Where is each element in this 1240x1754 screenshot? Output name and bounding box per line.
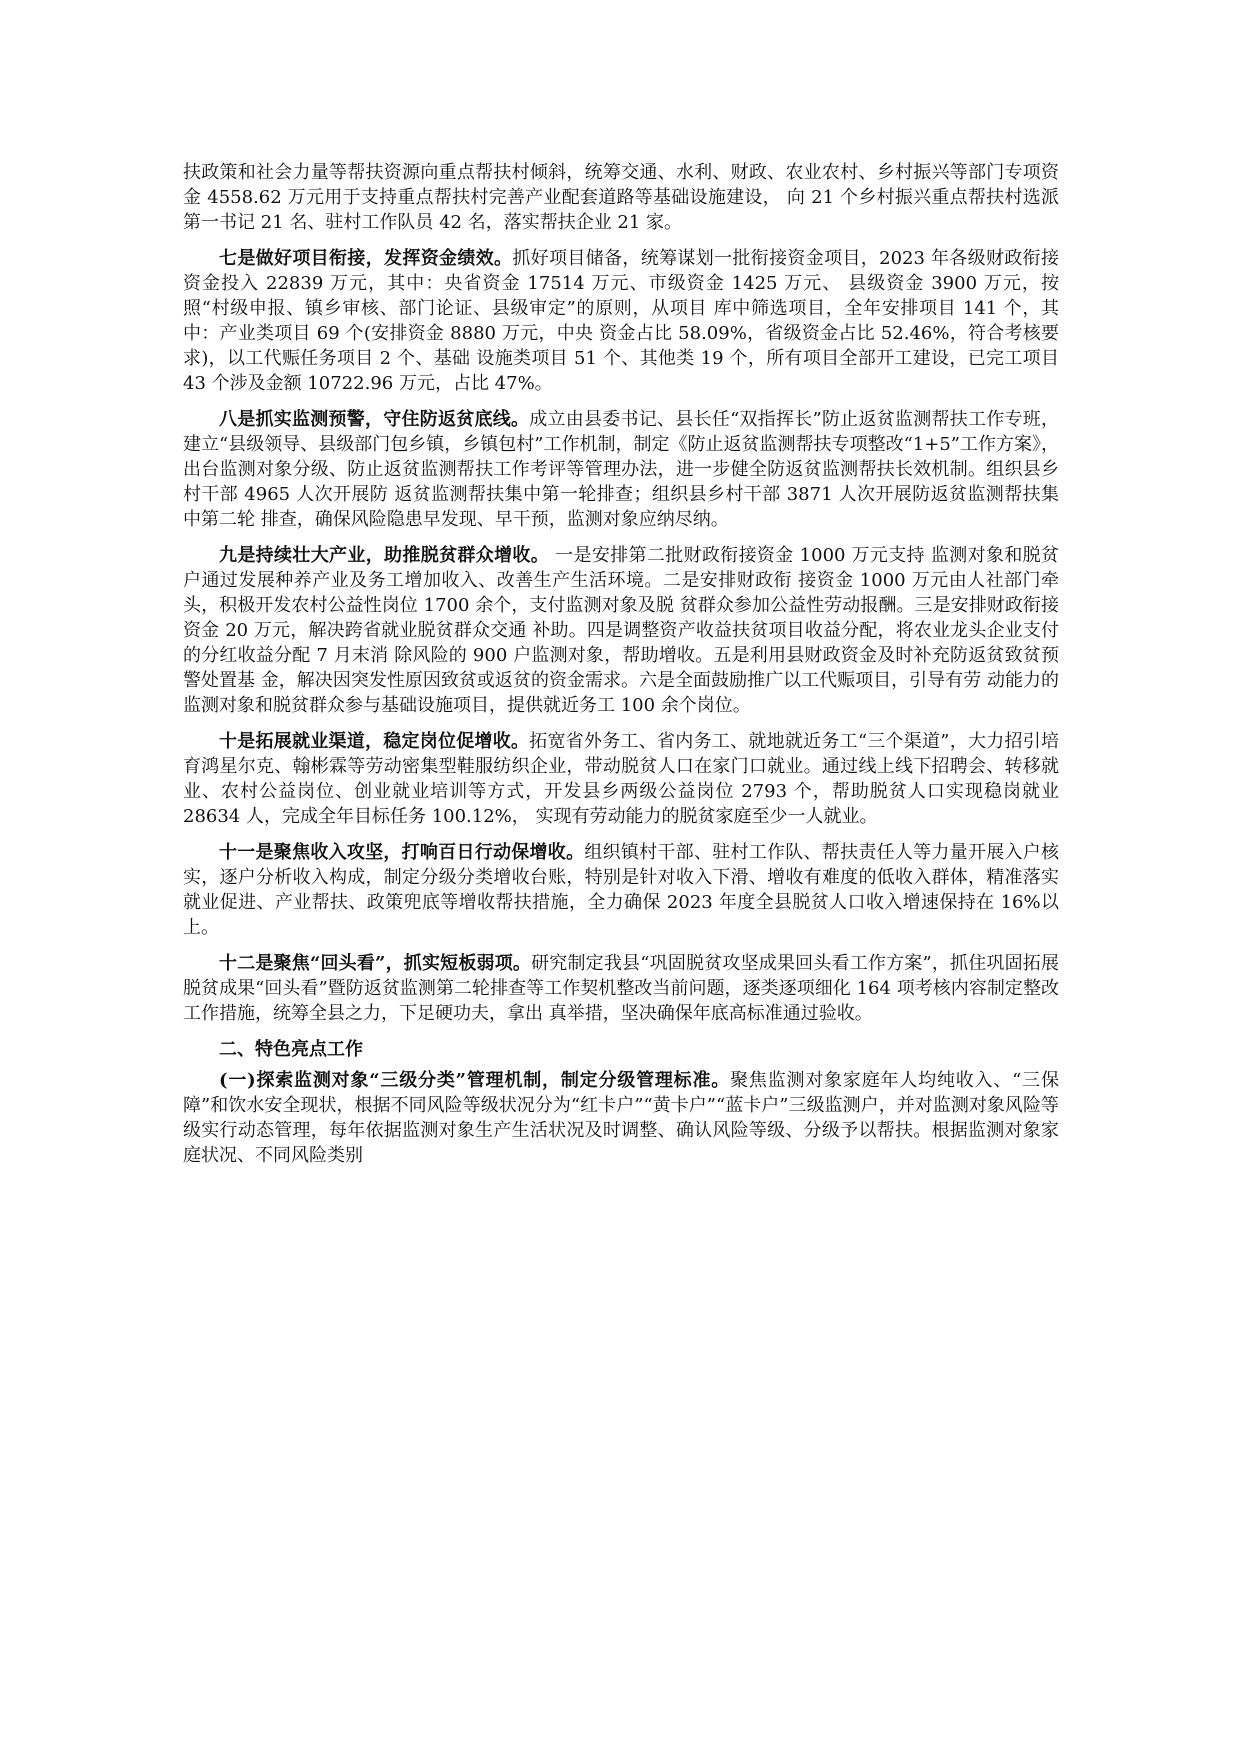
paragraph-lead: (一)探索监测对象“三级分类”管理机制，制定分级管理标准。 bbox=[219, 1070, 731, 1091]
paragraph-lead: 七是做好项目衔接，发挥资金绩效。 bbox=[219, 248, 513, 269]
paragraph-body: 成立由县委书记、县长任“双指挥长”防止返贫监测帮扶工作专班，建立“县级领导、县级部门包乡镇，乡镇包村”工作机制，制定《防止返贫监测帮扶专项整改“1+5”工作方案》，出台监测对象分级、防止返贫监测帮扶工作考评等管理办法，进一步健全防返贫监测帮扶长效机制。组织县乡村干部 4965 人次开展防 返贫监测帮扶集中第一轮排查；组织县乡村干部 3871 人次开展防返贫监测帮扶集中第二轮 排查，确保风险隐患早发现、早干预，监测对象应纳尽纳。 bbox=[183, 409, 1060, 530]
paragraph-continuation bbox=[183, 160, 1059, 235]
paragraph-body: 一是安排第二批财政衔接资金 1000 万元支持 监测对象和脱贫户通过发展种养产业及务工增加收入、改善生产生活环境。二是安排财政衔 接资金 1000 万元由人社部门牵头，积极开发农村公益性岗位 1700 余个，支付监测对象及脱 贫群众参加公益性劳动报酬。三是安排财政衔接资金 20 万元，解决跨省就业脱贫群众交通 补助。四是调整资产收益扶贫项目收益分配，将农业龙头企业支付的分红收益分配 7 月末消 除风险的 900 户监测对象，帮助增收。五是利用县财政资金及时补充防返贫致贫预警处置基 金，解决因突发性原因致贫或返贫的资金需求。六是全面鼓励推广以工代赈项目，引导有劳 动能力的监测对象和脱贫群众参与基础设施项目，提供就近务工 100 余个岗位。 bbox=[183, 545, 1059, 716]
paragraph-body: 聚焦监测对象家庭年人均纯收入、“三保障”和饮水安全现状，根据不同风险等级状况分为“红卡户”“黄卡户”“蓝卡户”三级监测户，并对监测对象风险等级实行动态管理，每年依据监测对象生产生活状况及时调整、确认风险等级、分级予以帮扶。根据监测对象家庭状况、不同风险类别 bbox=[183, 1070, 1059, 1166]
paragraph-item-12 bbox=[183, 951, 1059, 1026]
paragraph-body: 研究制定我县“巩固脱贫攻坚成果回头看工作方案”，抓住巩固拓展脱贫成果“回头看”暨防返贫监测第二轮排查等工作契机整改当前问题，逐类逐项细化 164 项考核内容制定整改工作措施，统筹全县之力，下足硬功夫，拿出 真举措，坚决确保年底高标准通过验收。 bbox=[183, 953, 1059, 1024]
paragraph-lead: 十是拓展就业渠道，稳定岗位促增收。 bbox=[219, 731, 530, 752]
paragraph-lead: 八是抓实监测预警，守住防返贫底线。 bbox=[219, 409, 530, 430]
document-page bbox=[183, 160, 1059, 1179]
paragraph-lead: 十一是聚焦收入攻坚，打响百日行动保增收。 bbox=[219, 842, 585, 863]
paragraph-lead: 十二是聚焦“回头看”，抓实短板弱项。 bbox=[219, 953, 532, 974]
paragraph-lead: 九是持续壮大产业，助推脱贫群众增收。 bbox=[219, 545, 550, 566]
paragraph-item-10 bbox=[183, 729, 1059, 829]
paragraph-body: 抓好项目储备，统筹谋划一批衔接资金项目，2023 年各级财政衔接资金投入 22839 万元，其中：央省资金 17514 万元、市级资金 1425 万元、 县级资金 3900 万元，按照“村级申报、镇乡审核、部门论证、县级审定”的原则，从项目 库中筛选项目，全年安排项目 141 个，其中：产业类项目 69 个(安排资金 8880 万元，中央 资金占比 58.09%，省级资金占比 52.46%，符合考核要求)，以工代赈任务项目 2 个、基础 设施类项目 51 个、其他类 19 个，所有项目全部开工建设，已完工项目 43 个涉及金额 10722.96 万元，占比 47%。 bbox=[183, 248, 1060, 394]
paragraph-body: 拓宽省外务工、省内务工、就地就近务工“三个渠道”，大力招引培育鸿星尔克、翰彬霖等劳动密集型鞋服纺织企业，带动脱贫人口在家门口就业。通过线上线下招聘会、转移就业、农村公益岗位、创业就业培训等方式，开发县乡两级公益岗位 2793 个，帮助脱贫人口实现稳岗就业 28634 人，完成全年目标任务 100.12%， 实现有劳动能力的脱贫家庭至少一人就业。 bbox=[183, 731, 1060, 827]
paragraph-item-11 bbox=[183, 840, 1059, 940]
paragraph-item-8 bbox=[183, 407, 1059, 532]
paragraph-item-7 bbox=[183, 246, 1059, 396]
paragraph-body: 扶政策和社会力量等帮扶资源向重点帮扶村倾斜，统筹交通、水利、财政、农业农村、乡村振兴等部门专项资金 4558.62 万元用于支持重点帮扶村完善产业配套道路等基础设施建设， 向 21 个乡村振兴重点帮扶村选派第一书记 21 名、驻村工作队员 42 名，落实帮扶企业 21 家。 bbox=[183, 162, 1059, 233]
subsection-paragraph bbox=[183, 1068, 1059, 1168]
paragraph-item-9 bbox=[183, 543, 1059, 718]
section-heading: 二、特色亮点工作 bbox=[219, 1039, 363, 1060]
paragraph-body: 组织镇村干部、驻村工作队、帮扶责任人等力量开展入户核实，逐户分析收入构成，制定分级分类增收台账，特别是针对收入下滑、增收有难度的低收入群体，精准落实就业促进、产业帮扶、政策兜底等增收帮扶措施，全力确保 2023 年度全县脱贫人口收入增速保持在 16%以上。 bbox=[183, 842, 1060, 938]
